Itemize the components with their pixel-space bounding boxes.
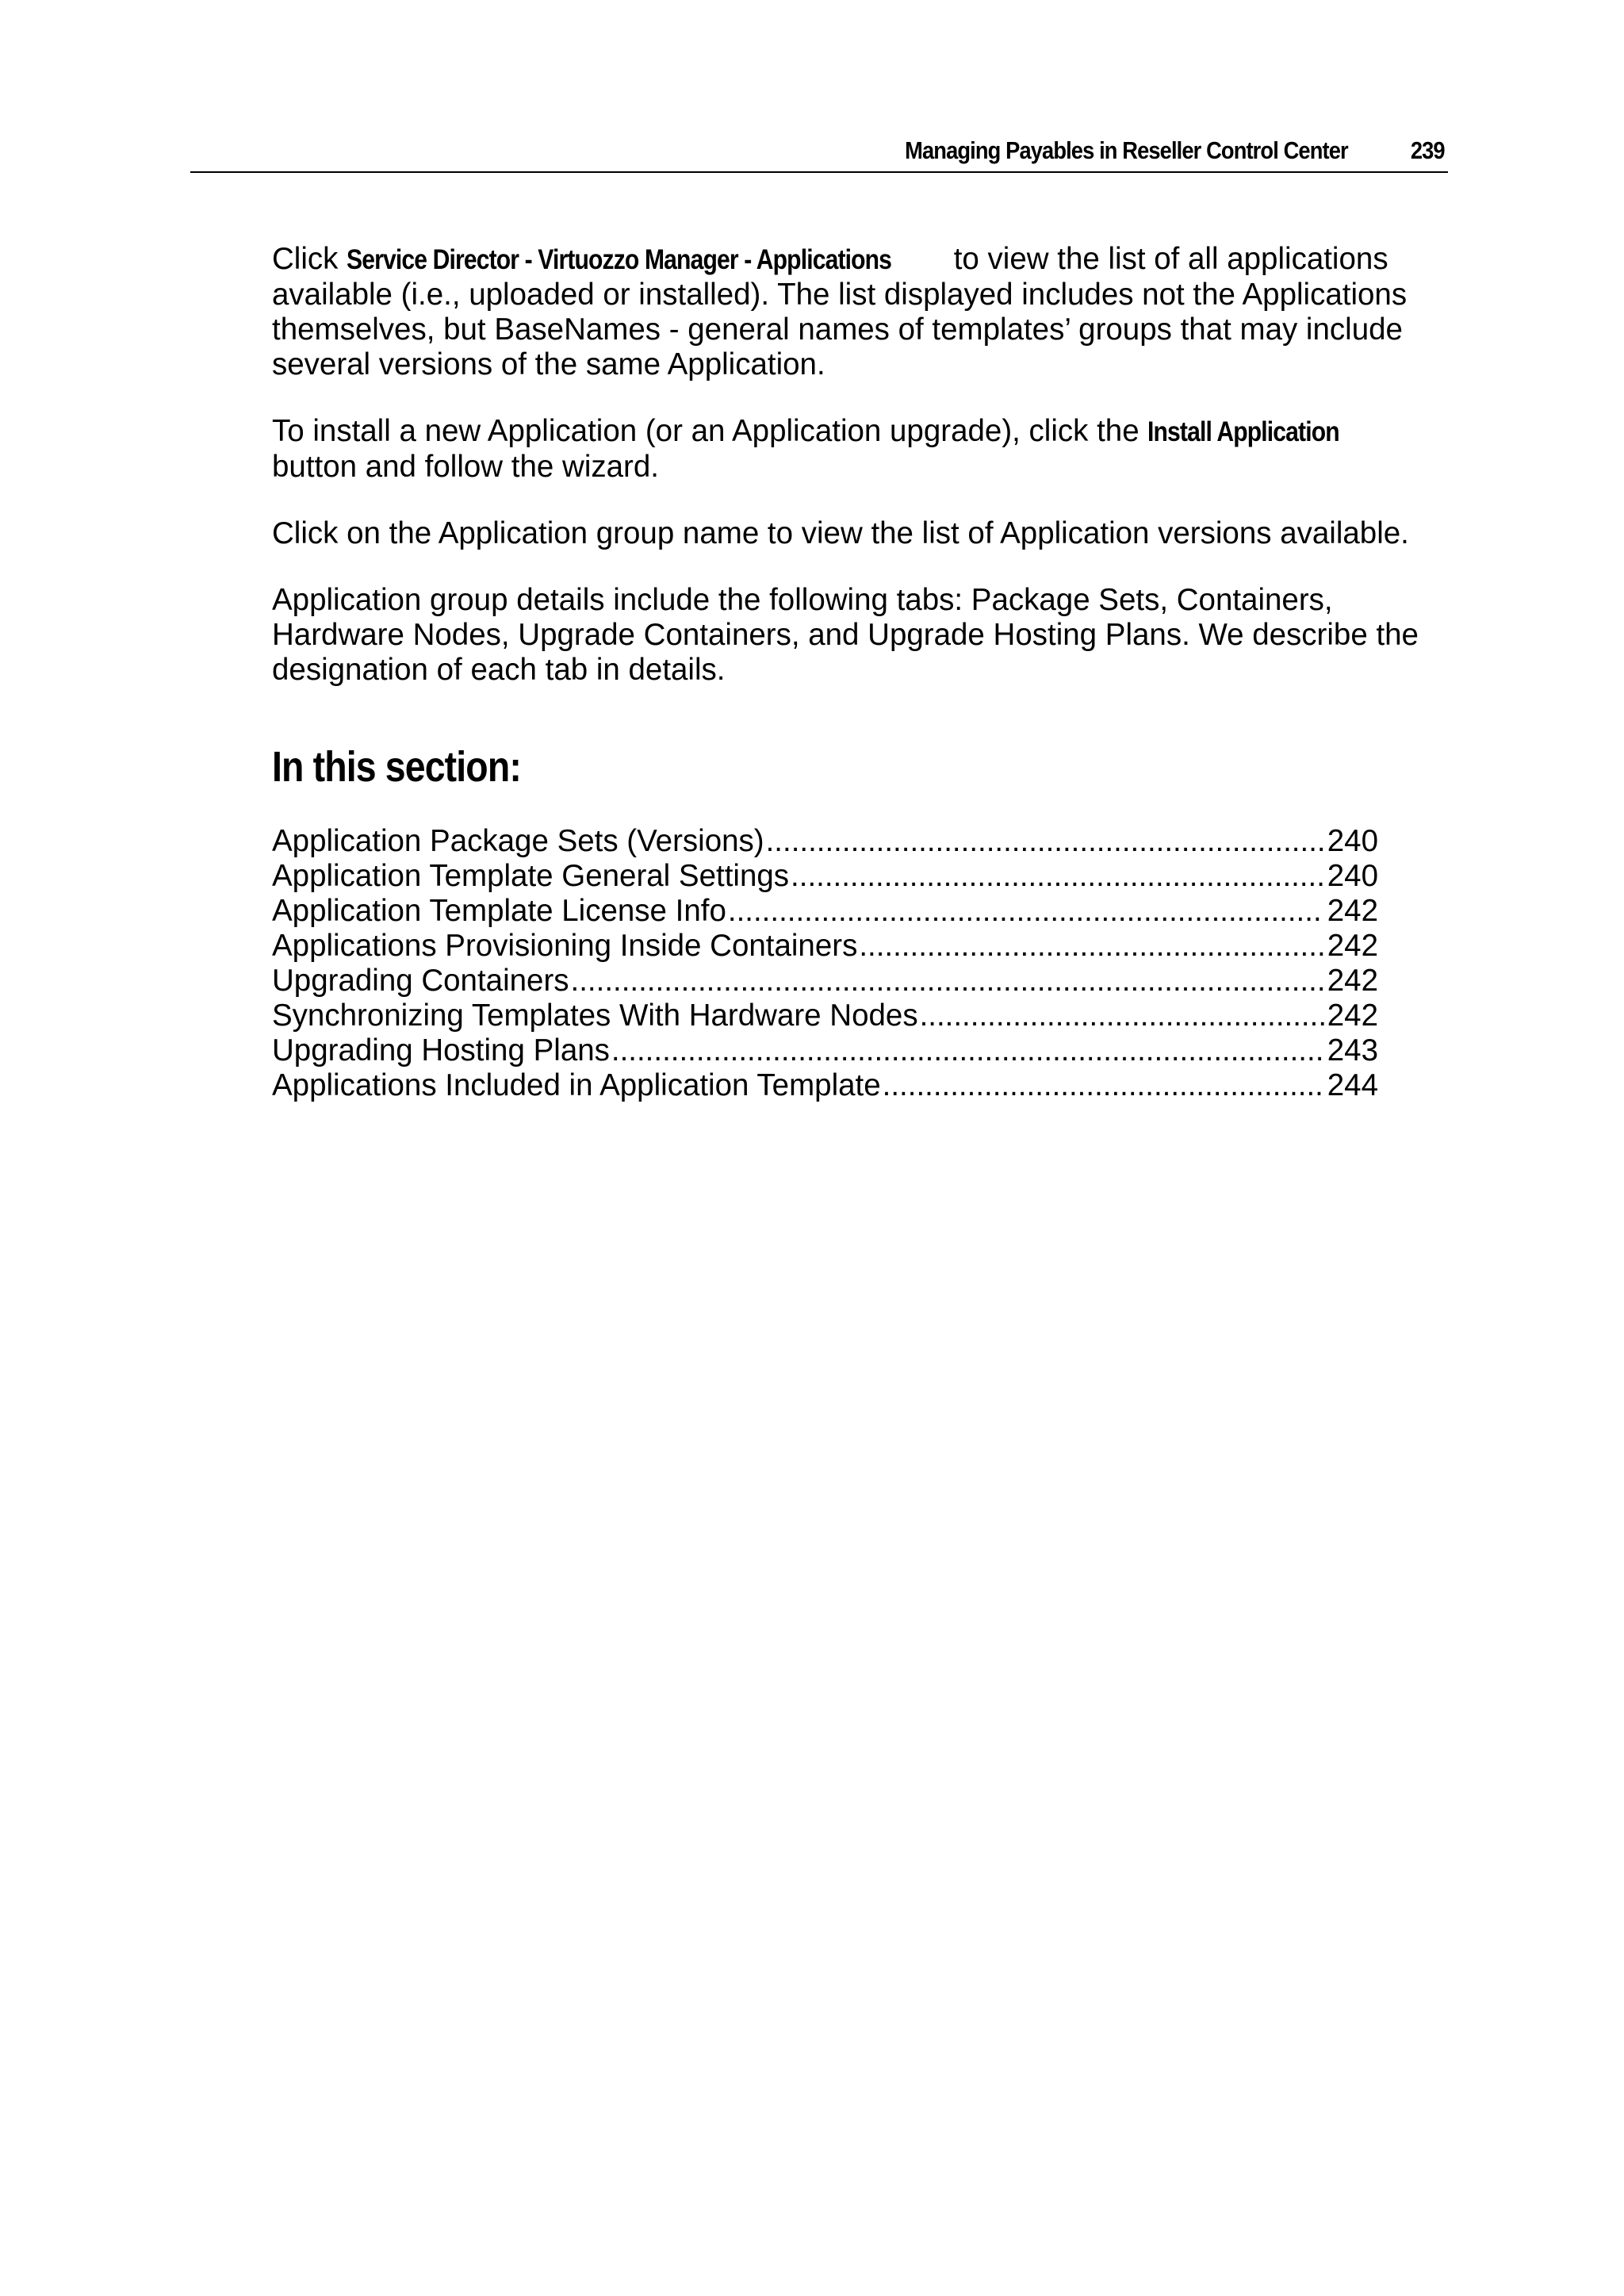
page-number: 239 [1411,136,1445,164]
toc-entry[interactable] [272,929,1378,964]
toc-leader-dots [883,1068,1324,1103]
paragraph-line [272,242,1422,278]
toc-entry-page[interactable]: 243 [1327,1033,1378,1068]
toc-entry-page[interactable]: 244 [1327,1068,1378,1102]
toc-entry-page[interactable]: 240 [1327,824,1378,858]
toc-entry-title[interactable]: Application Package Sets (Versions) [272,824,764,858]
table-of-contents [272,824,1378,1103]
toc-entry-title[interactable]: Upgrading Containers [272,964,569,998]
paragraph-line: designation of each tab in details. [272,653,726,687]
toc-leader-dots [766,824,1324,859]
paragraph-line: Click on the Application group name to view the list of Application versions available. [272,516,1409,550]
paragraph-group-name [272,516,1422,551]
text-run: To install a new Application (or an Application upgrade), click the [272,414,1148,448]
paragraph-group-details [272,583,1422,688]
toc-entry[interactable] [272,964,1378,999]
paragraph-line: available (i.e., uploaded or installed). The list displayed includes not the Applications [272,278,1408,312]
running-header-title: Managing Payables in Reseller Control Center [905,136,1348,164]
toc-entry[interactable] [272,1068,1378,1103]
paragraph-line: Hardware Nodes, Upgrade Containers, and Upgrade Hosting Plans. We describe the [272,618,1419,652]
toc-leader-dots [571,964,1324,999]
toc-leader-dots [920,999,1324,1033]
toc-leader-dots [611,1033,1324,1068]
toc-entry-title[interactable]: Applications Included in Application Template [272,1068,881,1102]
button-name-text: Install Application [1147,416,1340,447]
paragraph-applications-list [272,242,1422,382]
toc-entry[interactable] [272,859,1378,894]
toc-entry[interactable] [272,1033,1378,1068]
toc-entry-title[interactable]: Application Template General Settings [272,859,790,893]
page-header [190,133,1448,173]
paragraph-install-application [272,414,1422,485]
toc-entry-title[interactable]: Synchronizing Templates With Hardware Nodes [272,999,918,1033]
toc-entry-page[interactable]: 240 [1327,859,1378,893]
text-run: to view the list of all applications [945,242,1388,276]
toc-leader-dots [859,929,1323,964]
paragraph-line: themselves, but BaseNames - general names of templates’ groups that may include [272,312,1403,347]
toc-entry-page[interactable]: 242 [1327,894,1378,928]
toc-entry[interactable] [272,894,1378,929]
toc-entry-page[interactable]: 242 [1327,964,1378,998]
paragraph-line: button and follow the wizard. [272,450,659,484]
toc-entry[interactable] [272,824,1378,859]
toc-entry-title[interactable]: Upgrading Hosting Plans [272,1033,610,1068]
toc-leader-dots [728,894,1324,929]
page-body [272,242,1422,1103]
paragraph-line: Application group details include the following tabs: Package Sets, Containers, [272,583,1333,617]
toc-entry-title[interactable]: Applications Provisioning Inside Containers [272,929,858,963]
toc-entry[interactable] [272,999,1378,1033]
toc-leader-dots [791,859,1324,894]
menu-path-text: Service Director - Virtuozzo Manager - Applications [347,244,892,275]
toc-entry-page[interactable]: 242 [1327,999,1378,1033]
section-heading: In this section: [272,743,521,791]
toc-entry-page[interactable]: 242 [1327,929,1378,963]
toc-entry-title[interactable]: Application Template License Info [272,894,726,928]
paragraph-line: several versions of the same Application. [272,347,825,381]
paragraph-line [272,414,1422,450]
text-run: Click [272,242,347,276]
